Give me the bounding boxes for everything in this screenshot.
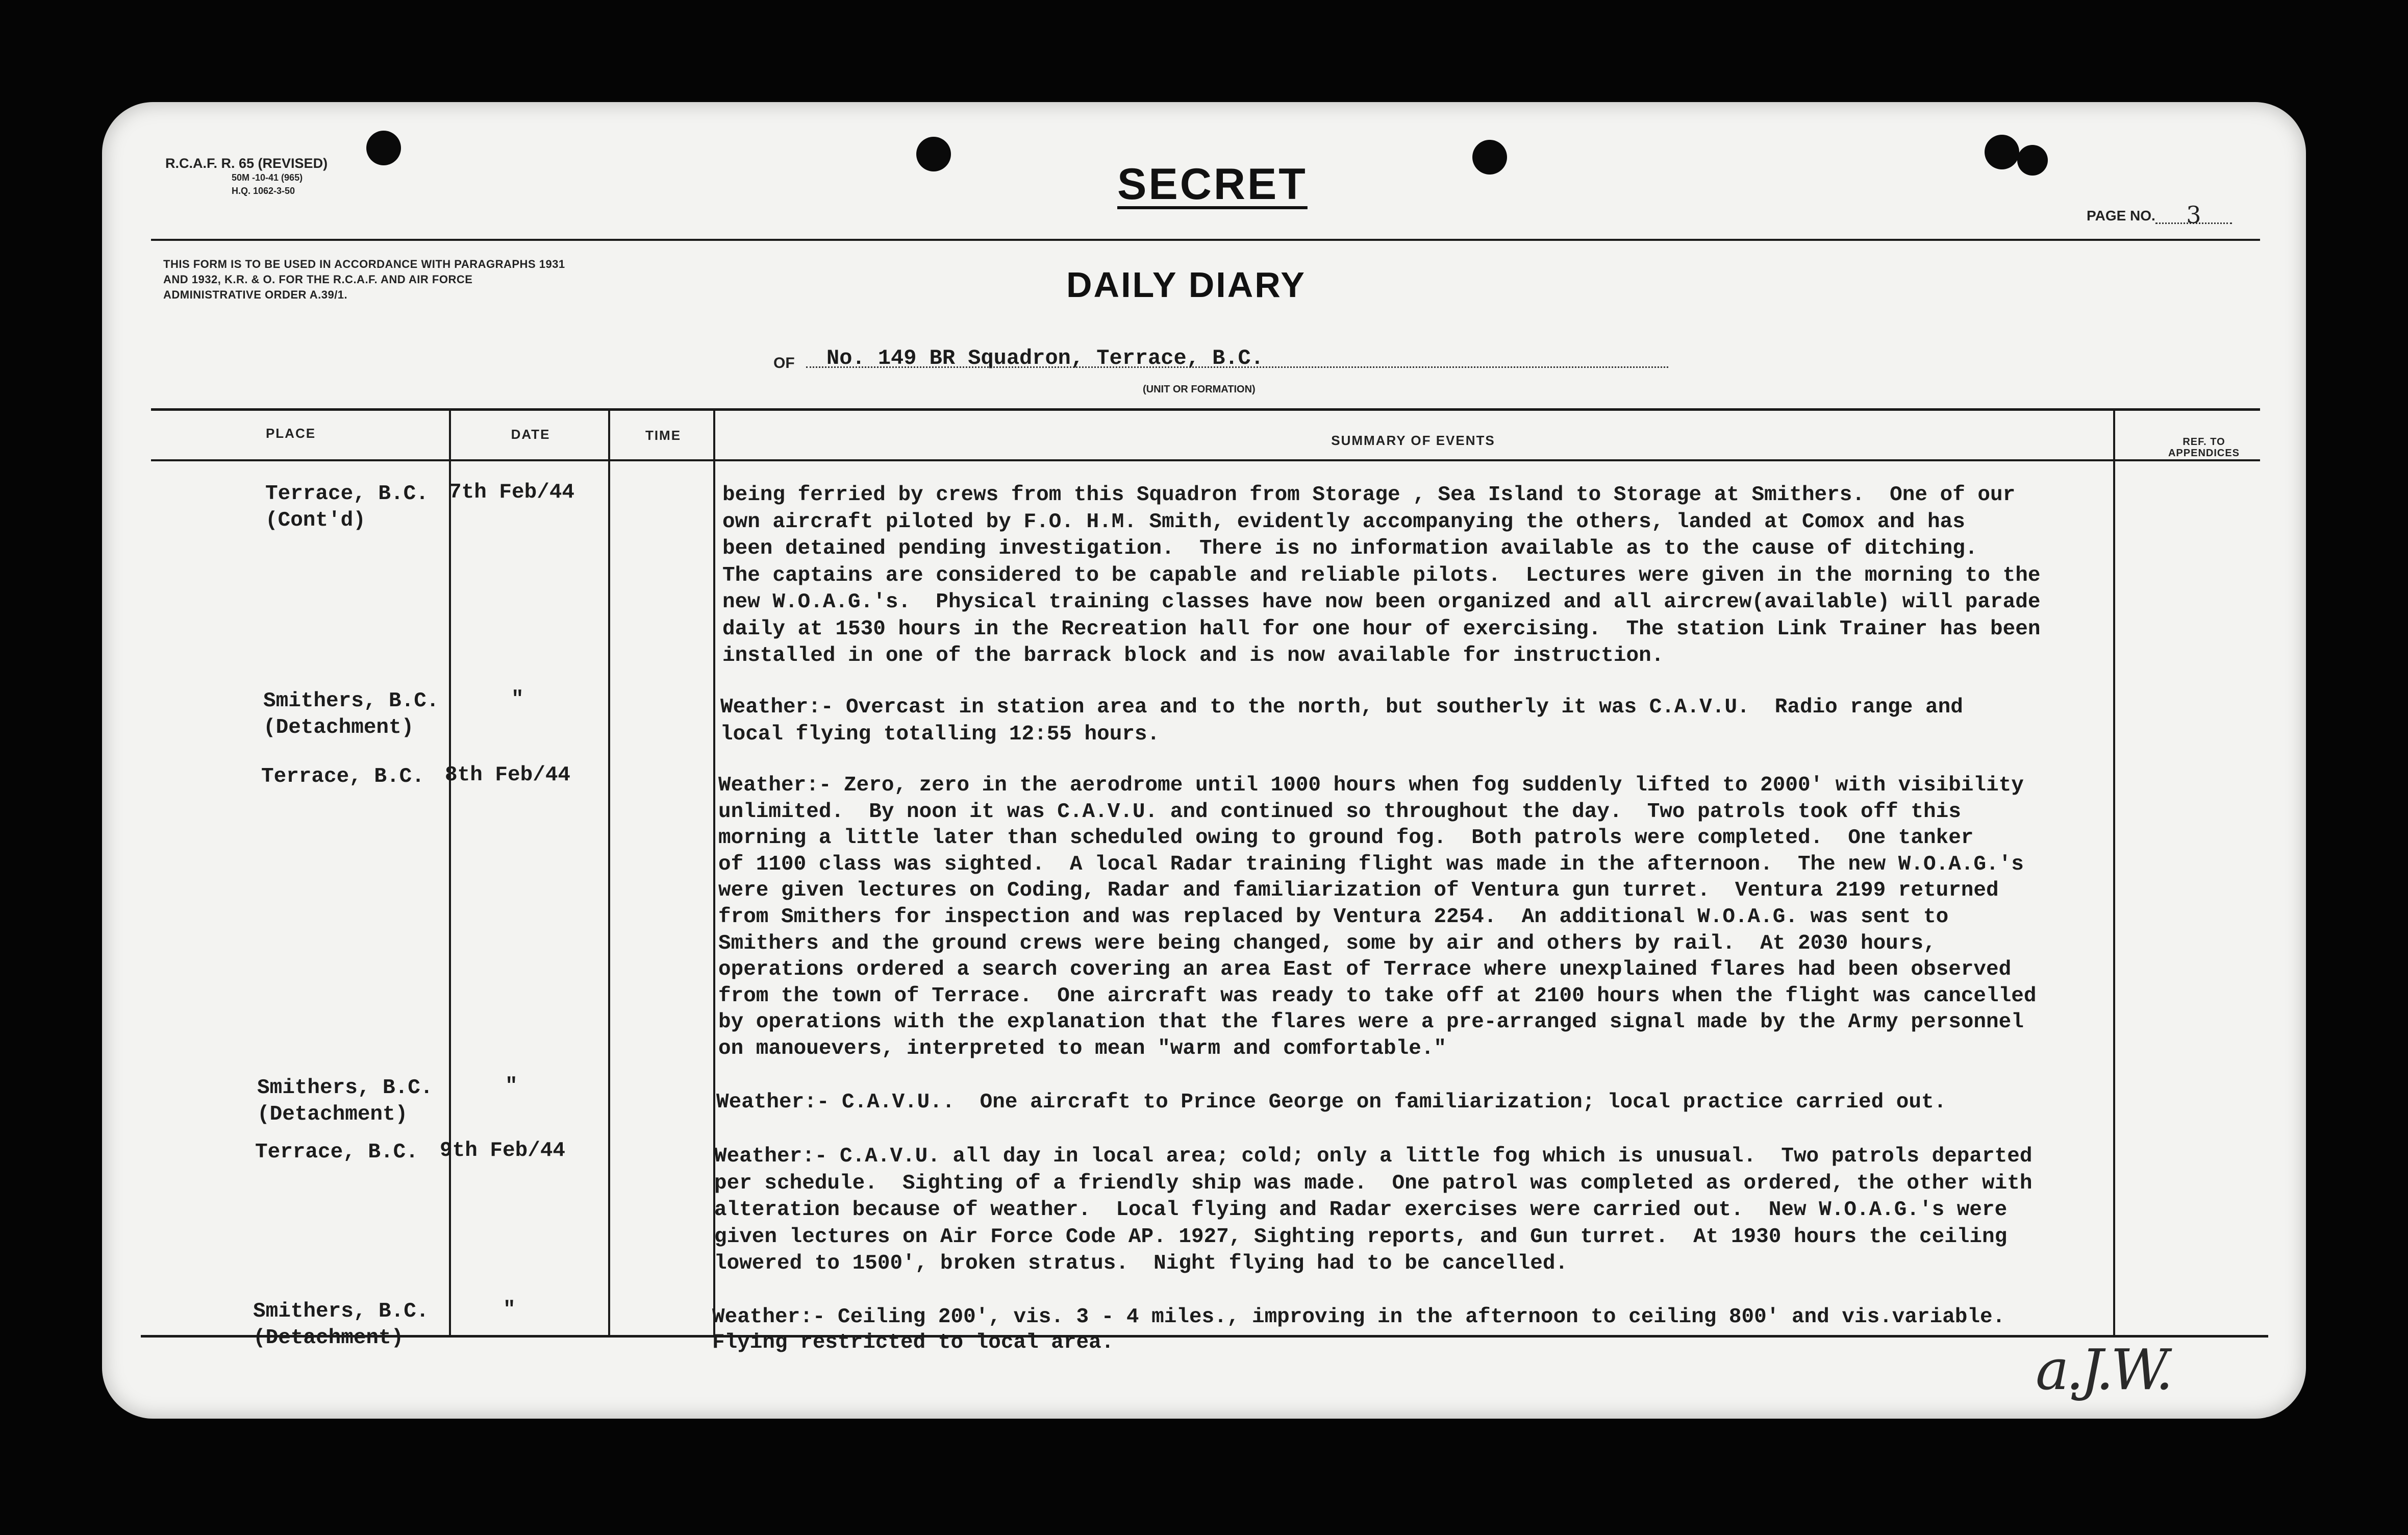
entry-date: " — [505, 1075, 518, 1098]
entry-summary: Weather:- Overcast in station area and to the north, but southerly it was C.A.V.U. Radio range and local flying totalling 12:55 hours. — [720, 696, 1963, 746]
punch-hole — [916, 137, 951, 171]
table-head-rule — [151, 459, 2260, 461]
handwritten-initials: a.J.W. — [2036, 1337, 2170, 1402]
entry-place: Smithers, B.C. (Detachment) — [253, 1300, 429, 1350]
column-divider — [2113, 408, 2115, 1335]
diary-sheet — [102, 102, 2306, 1419]
punch-hole — [1985, 135, 2019, 169]
entry-place: Terrace, B.C. — [255, 1141, 418, 1164]
entry-summary: Weather:- C.A.V.U. all day in local area; cold; only a little fog which is unusual. Two patrols departed per schedule. Sighting of a friendly ship was made. One patrol was completed as ordered, the other with alteration because of weather. Local flying and Radar exercises were carried out. New W.O.A.G.'s were given lectures on Air Force Code AP. 1927, Sighting reports, and Gun turret. At 1930 hours the ceiling lowered to 1500', broken stratus. Night flying had to be cancelled. — [714, 1145, 2033, 1275]
unit-name: No. 149 BR Squadron, Terrace, B.C. — [826, 346, 1264, 370]
entry-place: Terrace, B.C. — [261, 765, 424, 788]
entry-place: Smithers, B.C. (Detachment) — [263, 689, 439, 739]
entry-summary: being ferried by crews from this Squadron from Storage , Sea Island to Storage at Smithers. One of our own aircraft piloted by F.O. H.M. Smith, evidently accompanying the others, landed at Comox and has been detained pending investigation. There is no information available as to the cause of ditching. The captains are considered to be capable and reliable pilots. Lectures were given in the morning to the new W.O.A.G.'s. Physical training classes have now been organized and all aircrew(available) will parade daily at 1530 hours in the Recreation hall for one hour of exercising. The station Link Trainer has been installed in one of the barrack block and is now available for instruction. — [722, 483, 2041, 667]
header-ref-appendices: REF. TO APPENDICES — [2168, 436, 2240, 459]
header-time: TIME — [645, 428, 682, 443]
punch-hole — [1472, 140, 1507, 175]
entry-place: Smithers, B.C. (Detachment) — [257, 1076, 433, 1126]
form-ref-line: R.C.A.F. R. 65 (REVISED) — [165, 156, 328, 171]
entry-summary: Weather:- Ceiling 200', vis. 3 - 4 miles., improving in the afternoon to ceiling 800' and vis.variable. Flying restricted to local area. — [712, 1305, 2005, 1354]
entry-summary: Weather:- C.A.V.U.. One aircraft to Prince George on familiarization; local practice carried out. — [716, 1091, 1947, 1114]
form-reference — [165, 156, 328, 197]
entry-date: " — [511, 688, 524, 711]
secret-title: SECRET — [1117, 160, 1308, 209]
entry-summary: Weather:- Zero, zero in the aerodrome until 1000 hours when fog suddenly lifted to 2000' with visibility unlimited. By noon it was C.A.V.U. and continued so throughout the day. Two patrols took off this morning a little later than scheduled owing to ground fog. Both patrols were completed. One tanker of 1100 class was sighted. A local Radar training flight was made in the afternoon. The new W.O.A.G.'s were given lectures on Coding, Radar and familiarization of Ventura gun turret. Ventura 2199 returned from Smithers for inspection and was replaced by Ventura 2254. An additional W.O.A.G. was sent to Smithers and the ground crews were being changed, some by air and others by rail. At 2030 hours, operations ordered a search covering an area East of Terrace where unexplained flares had been observed from the town of Terrace. One aircraft was ready to take off at 2100 hours when the flight was cancelled by operations with the explanation that the flares were a pre-arranged signal made by the Army personnel on manouevers, interpreted to mean "warm and comfortable." — [718, 774, 2037, 1060]
header-date: DATE — [511, 427, 550, 442]
table-top-rule — [151, 408, 2260, 411]
entry-date: 8th Feb/44 — [445, 763, 571, 787]
punch-hole — [366, 131, 401, 165]
entry-place: Terrace, B.C. (Cont'd) — [265, 482, 429, 532]
column-divider — [449, 408, 451, 1335]
entry-date: 9th Feb/44 — [440, 1139, 566, 1162]
entry-date: " — [503, 1298, 516, 1322]
page-number-value: 3 — [2155, 207, 2232, 224]
form-ref-line: H.Q. 1062-3-50 — [232, 186, 295, 196]
header-rule — [151, 239, 2260, 241]
page-number-label: PAGE NO. — [2087, 208, 2155, 224]
unit-caption: (UNIT OR FORMATION) — [1143, 384, 1256, 395]
form-ref-line: 50M -10-41 (965) — [232, 172, 303, 183]
entry-date: 7th Feb/44 — [449, 481, 575, 504]
page-number — [2087, 201, 2232, 229]
unit-of-label: OF — [773, 355, 795, 372]
usage-note: THIS FORM IS TO BE USED IN ACCORDANCE WITH PARAGRAPHS 1931 AND 1932, K.R. & O. FOR THE R.C.A.F. AND AIR FORCE ADMINISTRATIVE ORDER A.39/1. — [163, 258, 565, 301]
header-place: PLACE — [265, 426, 316, 441]
header-summary: SUMMARY OF EVENTS — [1331, 433, 1495, 448]
punch-hole — [2017, 145, 2048, 176]
column-divider — [608, 408, 610, 1335]
form-title: DAILY DIARY — [1066, 265, 1306, 305]
